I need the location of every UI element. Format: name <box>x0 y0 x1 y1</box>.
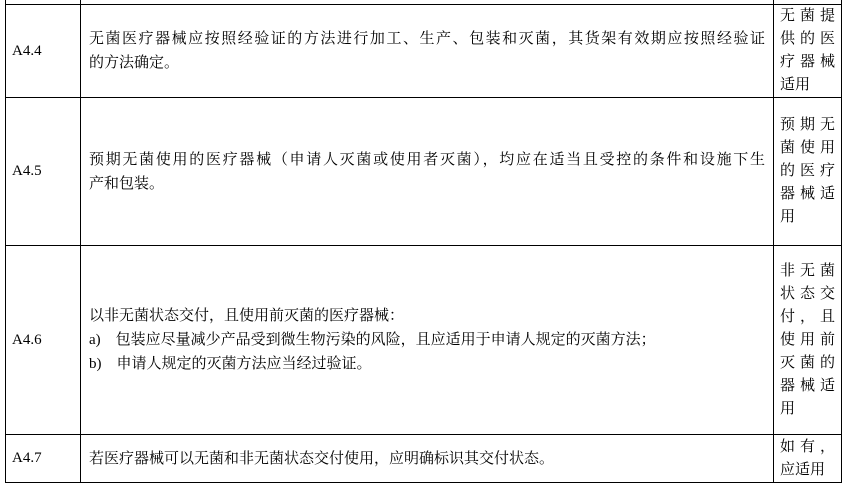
requirements-table <box>5 0 842 483</box>
clause-id: A4.4 <box>6 5 81 98</box>
clause-text-cell <box>81 98 774 246</box>
clause-text-line: a) 包装应尽量减少产品受到微生物污染的风险，且应适用于申请人规定的灭菌方法； <box>89 332 656 348</box>
table-row <box>6 435 842 483</box>
table-row <box>6 246 842 435</box>
clause-text-line: 若医疗器械可以无菌和非无菌状态交付使用，应明确标识其交付状态。 <box>89 450 555 467</box>
clause-id: A4.5 <box>6 98 81 246</box>
applicability-note: 如有，应适用 <box>780 438 835 478</box>
table-row <box>6 98 842 246</box>
clause-text-cell <box>81 5 774 98</box>
applicability-note: 预期无菌使用的医疗器械适用 <box>780 117 835 225</box>
clause-text-line: 以非无菌状态交付，且使用前灭菌的医疗器械： <box>89 308 405 324</box>
applicability-cell <box>774 5 842 98</box>
clause-id: A4.6 <box>6 246 81 435</box>
clause-text-cell <box>81 435 774 483</box>
applicability-cell <box>774 246 842 435</box>
clause-text-line: 的方法确定。 <box>89 55 180 71</box>
applicability-note: 无菌提供的医疗器械适用 <box>780 8 835 93</box>
applicability-note: 非无菌状态交付，且使用前灭菌的器械适用 <box>780 262 835 417</box>
clause-text-line: b) 申请人规定的灭菌方法应当经过验证。 <box>89 356 372 372</box>
clause-text-line: 无菌医疗器械应按照经验证的方法进行加工、生产、包装和灭菌，其货架有效期应按照经验证 <box>89 31 765 47</box>
applicability-cell <box>774 435 842 483</box>
applicability-cell <box>774 98 842 246</box>
clause-text-line: 产和包装。 <box>89 175 165 192</box>
table-row <box>6 5 842 98</box>
clause-text-cell <box>81 246 774 435</box>
clause-text-line: 预期无菌使用的医疗器械（申请人灭菌或使用者灭菌），均应在适当且受控的条件和设施下生 <box>89 151 765 168</box>
clause-id: A4.7 <box>6 435 81 483</box>
